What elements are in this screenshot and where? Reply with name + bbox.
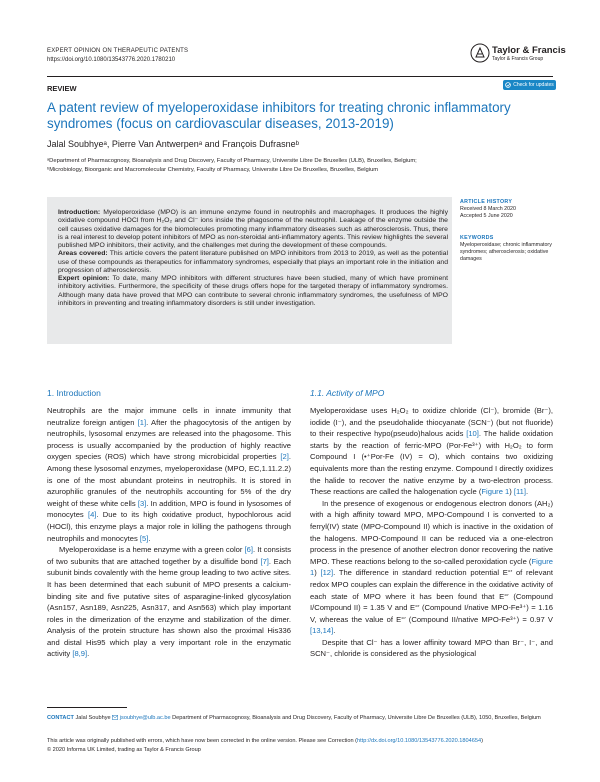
activity-paragraph-1: Myeloperoxidase uses H₂O₂ to oxidize chloride (Cl⁻), bromide (Br⁻), iodide (I⁻), and the pseudohalide thiocyanate (SCN⁻) (but not fluoride) to their respective hypo(pseudo)halous acids [10]. The halide oxidation starts by the reaction of ferric-MPO (Por-Fe³⁺) with H₂O₂ to form Compound I (•⁺Por-Fe (IV) = O), which contains two oxidizing equivalents more than the resting enzyme. Compound I directly oxidizes the halide to recover the native enzyme by a two-electron process. These reactions are called the halogenation cycle (Figure 1) [11]. — [310, 406, 553, 497]
check-updates-label: Check for updates — [513, 82, 554, 88]
article-title: A patent review of myeloperoxidase inhibitors for treating chronic inflammatory syndromes (focus on cardiovascular diseases, 2013-2019) — [47, 100, 511, 131]
figure-link[interactable]: Figure 1 — [310, 556, 553, 578]
contact-address: Department of Pharmacognosy, Bioanalysis and Drug Discovery, Faculty of Pharmacy, Universite Libre De Bruxelles (ULB), 1050, Bruxelles, Belgium — [172, 715, 541, 721]
footer-rule — [47, 707, 127, 708]
accepted-date: Accepted 5 June 2020 — [460, 213, 513, 219]
header-rule — [47, 76, 553, 77]
citation-link[interactable]: [4] — [87, 510, 97, 520]
article-history — [460, 199, 560, 220]
email-icon — [112, 715, 118, 720]
abstract-intro-label: Introduction: — [58, 209, 101, 216]
publisher-logo — [470, 43, 566, 65]
received-date: Received 8 March 2020 — [460, 206, 516, 212]
left-column — [47, 405, 291, 660]
section-heading-activity: 1.1. Activity of MPO — [310, 388, 385, 398]
affiliation-b: ᵇMicrobiology, Bioorganic and Macromolecular Chemistry, Faculty of Pharmacy, Universite Libre De Bruxelles, Bruxelles, Belgium — [47, 167, 379, 173]
abstract — [58, 209, 448, 308]
citation-link[interactable]: [5] — [139, 533, 149, 543]
check-updates-button[interactable] — [503, 80, 556, 90]
citation-link[interactable]: [8,9] — [72, 649, 88, 659]
activity-paragraph-2: In the presence of exogenous or endogenous electron donors (AH₂) with a high affinity toward MPO, MPO-Compound I is converted to a ferryl(IV) state (MPO-Compound II) which is inactive in the oxidation of the halogens. MPO-Compound II can be reduced via a one-electron process in the presence of another electron donor recovering the native MPO. These reactions belong to the so-called peroxidation cycle (Figure 1) [12]. The difference in standard reduction potential E°′ of relevant redox MPO couples can explain the difference in the oxidative activity of each state of MPO where it has been found that E°′ (Compound I/Compound II) = 1.35 V and E°′ (Compound I/native MPO-Fe³⁺) = 1.16 V, whereas the value of E°′ (Compound II/native MPO-Fe³⁺) = 0.97 V [13,14]. — [310, 498, 553, 636]
contact-label: CONTACT — [47, 715, 74, 721]
citation-link[interactable]: [6] — [244, 545, 253, 555]
intro-paragraph-2: Myeloperoxidase is a heme enzyme with a green color [6]. It consists of two subunits that are attached together by a disulfide bond [7]. Each subunit binds covalently with the heme group leading to two active sites. It has been determined that each subunit of MPO presents a calcium-binding site and five putative sites of asparagine-linked glycosylation (Asn157, Asn189, Asn225, Asn317, and Asn563) which play important roles in the dimerization of the enzyme and stabilization of the dimer. Analysis of the protein structure has shown also the proximal His336 and distal His95 which play a very important role in the enzymatic activity [8,9]. — [47, 545, 291, 659]
publisher-logo-icon — [470, 43, 490, 63]
doi-link[interactable]: https://doi.org/10.1080/13543776.2020.1780210 — [47, 57, 176, 63]
article-type: REVIEW — [47, 84, 77, 93]
abstract-opinion-text: To date, many MPO inhibitors with different structures have been studied, many of which have prominent inhibitory activities. Furthermore, the specificity of these drugs offers hope for the targeted therapy of inflammatory syndromes. Although many data have proved that MPO can contribute to several chronic inflammatory syndromes, the usefulness of MPO inhibitors in preventing and treating inflammatory disorders is still under investigation. — [58, 275, 448, 307]
abstract-areas-text: This article covers the patent literature published on MPO inhibitors from 2013 to 2019, as well as the potential use of these compounds as therapeutics for inflammatory syndromes, especially that plays an important role in the initiation and progression of atherosclerosis. — [58, 250, 448, 274]
contact-name: Jalal Soubhye — [75, 715, 111, 721]
citation-link[interactable]: [13,14] — [310, 626, 334, 636]
author-list: Jalal Soubhyeᵃ, Pierre Van Antwerpenᵃ and François Dufrasneᵇ — [47, 139, 300, 149]
keywords-heading: KEYWORDS — [460, 235, 494, 241]
copyright: © 2020 Informa UK Limited, trading as Taylor & Francis Group — [47, 747, 201, 753]
intro-paragraph-1: Neutrophils are the major immune cells in innate immunity that neutralize foreign antigen [1]. After the phagocytosis of the antigen by neutrophils, lysosomal enzymes are released into the phagosome. This process is usually accompanied by the production of highly reactive oxygen species (ROS) which have strong microbicidal properties [2]. Among these lysosomal enzymes, myeloperoxidase (MPO, EC,1.11.2.2) is one of the most abundant proteins in neutrophils. It is stored in azurophilic granules of the neutrophils accounting for 5% of the dry weight of these white cells [3]. In addition, MPO is found in lysosomes of monocytes [4]. Due to its high oxidative product, hypochlorous acid (HOCl), this enzyme plays a major role in killing the pathogens through neutrophils and monocytes [5]. — [47, 406, 292, 543]
correction-link[interactable]: http://dx.doi.org/10.1080/13543776.2020.1804654 — [356, 738, 482, 744]
activity-paragraph-3: Despite that Cl⁻ has a lower affinity toward MPO than Br⁻, I⁻, and SCN⁻, chloride is considered as the physiological — [310, 637, 553, 659]
publisher-name: Taylor & Francis — [492, 45, 566, 56]
abstract-intro-text: Myeloperoxidase (MPO) is an immune enzyme found in neutrophils and macrophages. It produces the highly oxidative compound HOCl from H₂O₂ and Cl⁻ ions inside the phagosome of the neutrophil. Leakage of the enzyme outside the cell causes oxidative damages for the biomolecules promoting many inflammatory diseases such as atherosclerosis. Thus, there is a real interest to develop potent inhibitors of MPO as non-steroidal anti-inflammatory agents. This review highlights the several published MPO inhibitors, their activity, and the challenges met during the development of these compounds. — [58, 209, 448, 249]
citation-link[interactable]: [7] — [260, 556, 269, 566]
section-heading-introduction: 1. Introduction — [47, 388, 101, 398]
abstract-opinion-label: Expert opinion: — [58, 275, 110, 282]
affiliation-a: ᵃDepartment of Pharmacognosy, Bioanalysis and Drug Discovery, Faculty of Pharmacy, Universite Libre De Bruxelles (ULB), Bruxelles, Belgium; — [47, 158, 417, 164]
keywords-list: Myeloperoxidase; chronic inflammatory syndromes; atherosclerosis; oxidative damages — [460, 242, 552, 262]
citation-link[interactable]: [3] — [137, 498, 147, 508]
publisher-subtitle: Taylor & Francis Group — [492, 56, 544, 62]
history-heading: ARTICLE HISTORY — [460, 199, 513, 205]
citation-link[interactable]: [10] — [466, 429, 479, 439]
contact-email[interactable]: jsoubhye@ulb.ac.be — [119, 715, 171, 721]
citation-link[interactable]: [1] — [137, 417, 147, 427]
refresh-icon — [505, 82, 511, 88]
figure-link[interactable]: Figure 1 — [481, 487, 510, 497]
right-column — [310, 405, 553, 660]
citation-link[interactable]: [2] — [280, 452, 289, 462]
contact-line — [47, 715, 553, 723]
correction-note: This article was originally published with errors, which have now been corrected in the online version. Please see Correction (http://dx.doi.org/10.1080/13543776.2020.1804654) — [47, 738, 483, 744]
citation-link[interactable]: [12] — [320, 568, 334, 578]
abstract-areas-label: Areas covered: — [58, 250, 108, 258]
keywords-block — [460, 235, 560, 263]
journal-name: EXPERT OPINION ON THERAPEUTIC PATENTS — [47, 48, 189, 54]
citation-link[interactable]: [11] — [513, 487, 526, 497]
